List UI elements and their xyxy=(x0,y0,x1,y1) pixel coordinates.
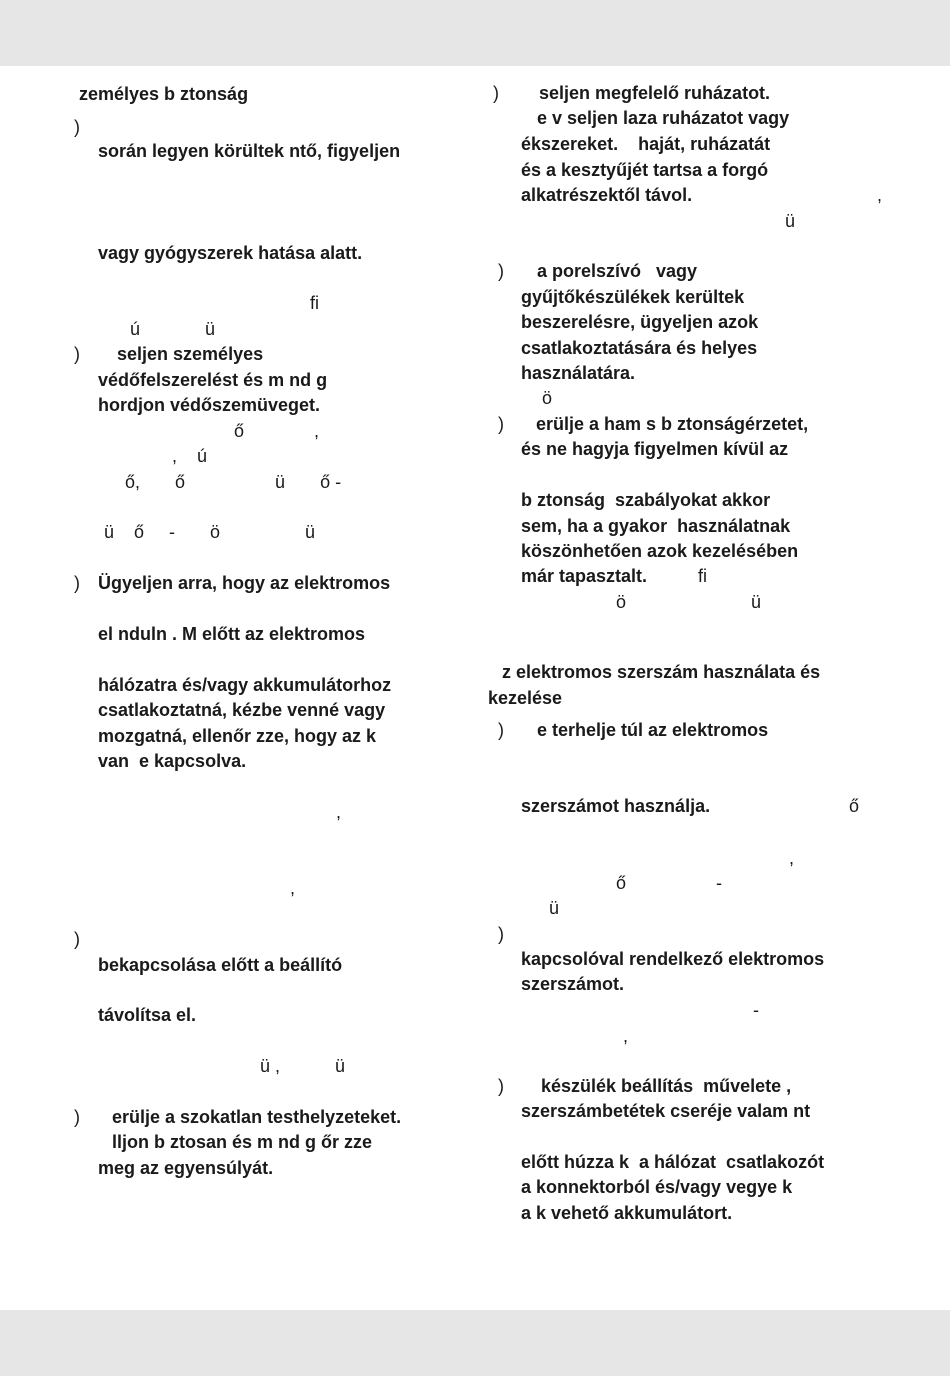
text-line-gyujtokeszulekek-kerultek: gyűjtőkészülékek kerültek xyxy=(521,287,745,307)
fragment-glyph: ) xyxy=(74,573,80,593)
fragment-glyph: ) xyxy=(498,261,504,281)
text-line-szerszamot: szerszámot. xyxy=(521,974,625,994)
fragment-glyph: , xyxy=(290,878,296,898)
fragment-glyph: ) xyxy=(493,83,499,103)
fragment-glyph: ) xyxy=(74,344,80,364)
text-line-keszulek-beallitas-muvelete: készülék beállítás művelete , xyxy=(541,1076,792,1096)
text-line-mar-tapasztalt: már tapasztalt. xyxy=(521,566,648,586)
fragment-glyph: ) xyxy=(74,929,80,949)
fragment-fi: fi xyxy=(310,293,319,313)
fragment-glyph: ) xyxy=(498,720,504,740)
text-line-vagy-gyogyszerek-hatasa-alatt: vagy gyógyszerek hatása alatt. xyxy=(98,243,363,263)
fragment-u: ü xyxy=(549,898,560,918)
text-line-kapcsoloval-rendelkezo-elektromo: kapcsolóval rendelkező elektromos xyxy=(521,949,825,969)
fragment-o: ő xyxy=(849,796,860,816)
text-line-mozgatna-ellenor-zze-hogy-az-k: mozgatná, ellenőr zze, hogy az k xyxy=(98,726,377,746)
text-line-lljon-b-ztosan-es-m-nd-g-or-zze: lljon b ztosan és m nd g őr zze xyxy=(112,1132,373,1152)
fragment-o: ő - xyxy=(616,873,723,893)
text-line-a-k-veheto-akkumulatort: a k vehető akkumulátort. xyxy=(521,1203,733,1223)
text-line-ekszereket-hajat-ruhazatat: ékszereket. haját, ruházatát xyxy=(521,134,771,154)
text-line-halozatra-es-vagy-akkumulatorhoz: hálózatra és/vagy akkumulátorhoz xyxy=(98,675,392,695)
text-line-szerszamot-hasznalja: szerszámot használja. xyxy=(521,796,711,816)
text-line-es-ne-hagyja-figyelmen-kivul-az: és ne hagyja figyelmen kívül az xyxy=(521,439,789,459)
fragment-glyph: , xyxy=(877,185,883,205)
text-line-zemelyes-b-ztonsag: zemélyes b ztonság xyxy=(79,84,249,104)
fragment-u-u: ú ü xyxy=(130,319,216,339)
fragment-o-u: ö ü xyxy=(616,592,762,612)
fragment-glyph: ) xyxy=(498,924,504,944)
fragment-glyph: ) xyxy=(74,1107,80,1127)
fragment-glyph: ) xyxy=(498,414,504,434)
fragment-u-u: ü , ü xyxy=(260,1056,346,1076)
text-line-alkatreszektol-tavol: alkatrészektől távol. xyxy=(521,185,693,205)
text-line-soran-legyen-korultek-nto-figyel: során legyen körültek ntő, figyeljen xyxy=(98,141,401,161)
fragment-u-o-o-u: ü ő - ö ü xyxy=(104,522,316,542)
text-line-bekapcsolasa-elott-a-beallito: bekapcsolása előtt a beállító xyxy=(98,955,343,975)
text-line-hordjon-vedoszemuveget: hordjon védőszemüveget. xyxy=(98,395,321,415)
fragment-u: , ú xyxy=(172,446,208,466)
text-line-van-e-kapcsolva: van e kapcsolva. xyxy=(98,751,247,771)
text-line-hasznalatara: használatára. xyxy=(521,363,636,383)
bottom-band xyxy=(0,1310,950,1376)
fragment-glyph: , xyxy=(623,1026,629,1046)
text-line-e-terhelje-tul-az-elektromos: e terhelje túl az elektromos xyxy=(537,720,769,740)
text-line-beszerelesre-ugyeljen-azok: beszerelésre, ügyeljen azok xyxy=(521,312,759,332)
fragment-o-o-u-o: ő, ő ü ő - xyxy=(125,472,342,492)
text-line-erulje-a-ham-s-b-ztonsagerzetet: erülje a ham s b ztonságérzetet, xyxy=(536,414,809,434)
fragment-glyph: , xyxy=(336,802,342,822)
fragment-glyph: - xyxy=(753,1000,759,1020)
text-line-csatlakoztatna-kezbe-venne-vagy: csatlakoztatná, kézbe venné vagy xyxy=(98,700,386,720)
text-line-tavolitsa-el: távolítsa el. xyxy=(98,1005,197,1025)
fragment-u: ü xyxy=(785,211,796,231)
text-line-el-nduln-m-elott-az-elektromos: el nduln . M előtt az elektromos xyxy=(98,624,366,644)
text-line-seljen-szemelyes: seljen személyes xyxy=(117,344,264,364)
text-line-elott-huzza-k-a-halozat-csatlako: előtt húzza k a hálózat csatlakozót xyxy=(521,1152,825,1172)
text-line-meg-az-egyensulyat: meg az egyensúlyát. xyxy=(98,1158,274,1178)
text-line-kezelese: kezelése xyxy=(488,688,563,708)
text-line-koszonhetoen-azok-kezeleseben: köszönhetően azok kezelésében xyxy=(521,541,799,561)
text-line-a-konnektorbol-es-vagy-vegye-k: a konnektorból és/vagy vegye k xyxy=(521,1177,793,1197)
text-line-szerszambetetek-csereje-valam-nt: szerszámbetétek cseréje valam nt xyxy=(521,1101,811,1121)
text-line-es-a-kesztyujet-tartsa-a-forgo: és a kesztyűjét tartsa a forgó xyxy=(521,160,769,180)
text-line-csatlakoztatasara-es-helyes: csatlakoztatására és helyes xyxy=(521,338,758,358)
fragment-glyph: ) xyxy=(498,1076,504,1096)
text-line-seljen-megfelelo-ruhazatot: seljen megfelelő ruházatot. xyxy=(539,83,771,103)
fragment-o: ö xyxy=(542,388,553,408)
fragment-o: ő , xyxy=(234,421,320,441)
fragment-glyph: , xyxy=(789,848,795,868)
text-line-ugyeljen-arra-hogy-az-elektromos: Ügyeljen arra, hogy az elektromos xyxy=(98,573,391,593)
fragment-glyph: ) xyxy=(74,117,80,137)
text-line-a-porelszivo-vagy: a porelszívó vagy xyxy=(537,261,698,281)
text-line-sem-ha-a-gyakor-hasznalatnak: sem, ha a gyakor használatnak xyxy=(521,516,791,536)
text-line-b-ztonsag-szabalyokat-akkor: b ztonság szabályokat akkor xyxy=(521,490,771,510)
fragment-fi: fi xyxy=(698,566,707,586)
text-line-vedofelszerelest-es-m-nd-g: védőfelszerelést és m nd g xyxy=(98,370,328,390)
top-band xyxy=(0,0,950,66)
text-line-erulje-a-szokatlan-testhelyzetek: erülje a szokatlan testhelyzeteket. xyxy=(112,1107,402,1127)
text-line-e-v-seljen-laza-ruhazatot-vagy: e v seljen laza ruházatot vagy xyxy=(537,108,790,128)
text-line-z-elektromos-szerszam-hasznalata: z elektromos szerszám használata és xyxy=(502,662,821,682)
